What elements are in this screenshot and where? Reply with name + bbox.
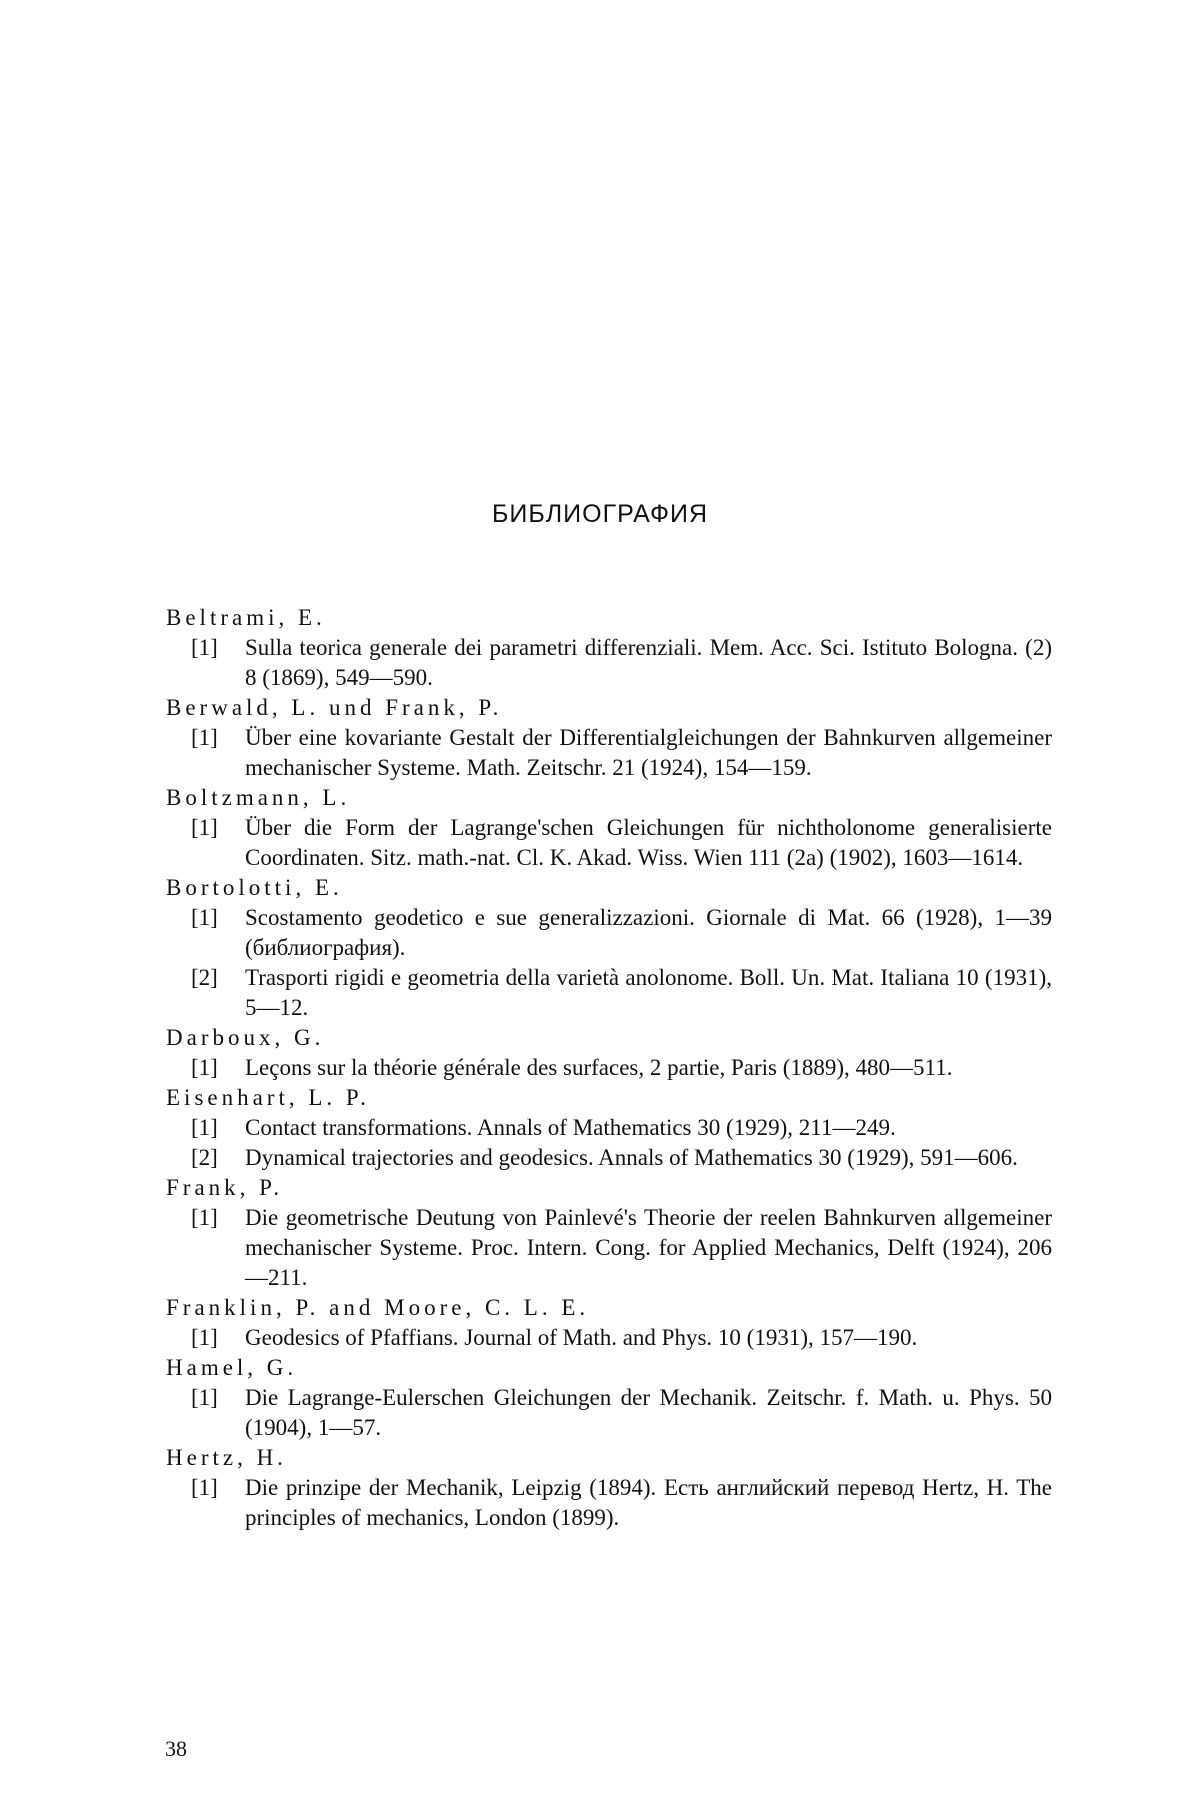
reference-text: Geodesics of Pfaffians. Journal of Math. and Phys. 10 (1931), 157—190. [245,1325,918,1350]
reference-text: Die Lagrange-Eulerschen Gleichungen der Mechanik. Zeitschr. f. Math. u. Phys. 50 (1904), 1—57. [245,1385,1052,1440]
reference-number: [1] [191,1325,218,1350]
reference-number: [1] [191,1475,218,1500]
bib-entry [166,1443,1052,1533]
bib-entry [166,1083,1052,1173]
entry-reference [166,1053,1052,1083]
entry-reference [166,1323,1052,1353]
bib-entry [166,873,1052,1023]
entry-author: Darboux, G. [166,1025,325,1050]
reference-number: [2] [191,965,218,990]
reference-number: [2] [191,1145,218,1170]
entry-reference [166,723,1052,783]
entry-reference [166,1473,1052,1533]
reference-text: Dynamical trajectories and geodesics. Annals of Mathematics 30 (1929), 591—606. [245,1145,1018,1170]
reference-number: [1] [191,1205,218,1230]
reference-text: Über eine kovariante Gestalt der Differentialgleichungen der Bahnkurven allgemeiner mechanischer Systeme. Math. Zeitschr. 21 (1924), 154—159. [245,725,1052,780]
entry-reference [166,1383,1052,1443]
entry-author: Eisenhart, L. P. [166,1085,370,1110]
reference-number: [1] [191,815,218,840]
reference-number: [1] [191,635,218,660]
entry-author: Bortolotti, E. [166,875,343,900]
bib-entry [166,1023,1052,1083]
entry-author: Beltrami, E. [166,605,326,630]
reference-text: Über die Form der Lagrange'schen Gleichungen für nichtholonome generalisierte Coordinaten. Sitz. math.-nat. Cl. K. Akad. Wiss. Wien 111 (2a) (1902), 1603—1614. [245,815,1052,870]
reference-number: [1] [191,1055,218,1080]
reference-text: Sulla teorica generale dei parametri differenziali. Mem. Acc. Sci. Istituto Bologna. (2) 8 (1869), 549—590. [245,635,1052,690]
reference-number: [1] [191,1385,218,1410]
reference-text: Die geometrische Deutung von Painlevé's Theorie der reelen Bahnkurven allgemeiner mechanischer Systeme. Proc. Intern. Cong. for Applied Mechanics, Delft (1924), 206—211. [245,1205,1052,1290]
reference-number: [1] [191,725,218,750]
entry-author: Boltzmann, L. [166,785,351,810]
entry-reference [166,903,1052,963]
entry-reference [166,1113,1052,1143]
entry-reference [166,813,1052,873]
entry-author: Franklin, P. and Moore, C. L. E. [166,1295,590,1320]
entry-author: Berwald, L. und Frank, P. [166,695,503,720]
bib-entry [166,603,1052,693]
reference-text: Die prinzipe der Mechanik, Leipzig (1894). Есть английский перевод Hertz, H. The principles of mechanics, London (1899). [245,1475,1052,1530]
entry-author: Hamel, G. [166,1355,298,1380]
bibliography-list [166,603,1052,1533]
entry-author: Hertz, H. [166,1445,287,1470]
reference-text: Leçons sur la théorie générale des surfaces, 2 partie, Paris (1889), 480—511. [245,1055,953,1080]
entry-reference [166,963,1052,1023]
bib-entry [166,1353,1052,1443]
entry-reference [166,1203,1052,1293]
entry-author: Frank, P. [166,1175,284,1200]
entry-reference [166,633,1052,693]
bib-entry [166,693,1052,783]
reference-text: Contact transformations. Annals of Mathematics 30 (1929), 211—249. [245,1115,896,1140]
bib-entry [166,1293,1052,1353]
reference-text: Trasporti rigidi e geometria della varietà anolonome. Boll. Un. Mat. Italiana 10 (1931), 5—12. [245,965,1052,1020]
entry-reference [166,1143,1052,1173]
reference-text: Scostamento geodetico e sue generalizzazioni. Giornale di Mat. 66 (1928), 1—39 (библиография). [245,905,1052,960]
page-number: 38 [165,1736,187,1761]
bib-entry [166,1173,1052,1293]
reference-number: [1] [191,1115,218,1140]
bib-entry [166,783,1052,873]
page-title: БИБЛИОГРАФИЯ [491,500,709,528]
reference-number: [1] [191,905,218,930]
